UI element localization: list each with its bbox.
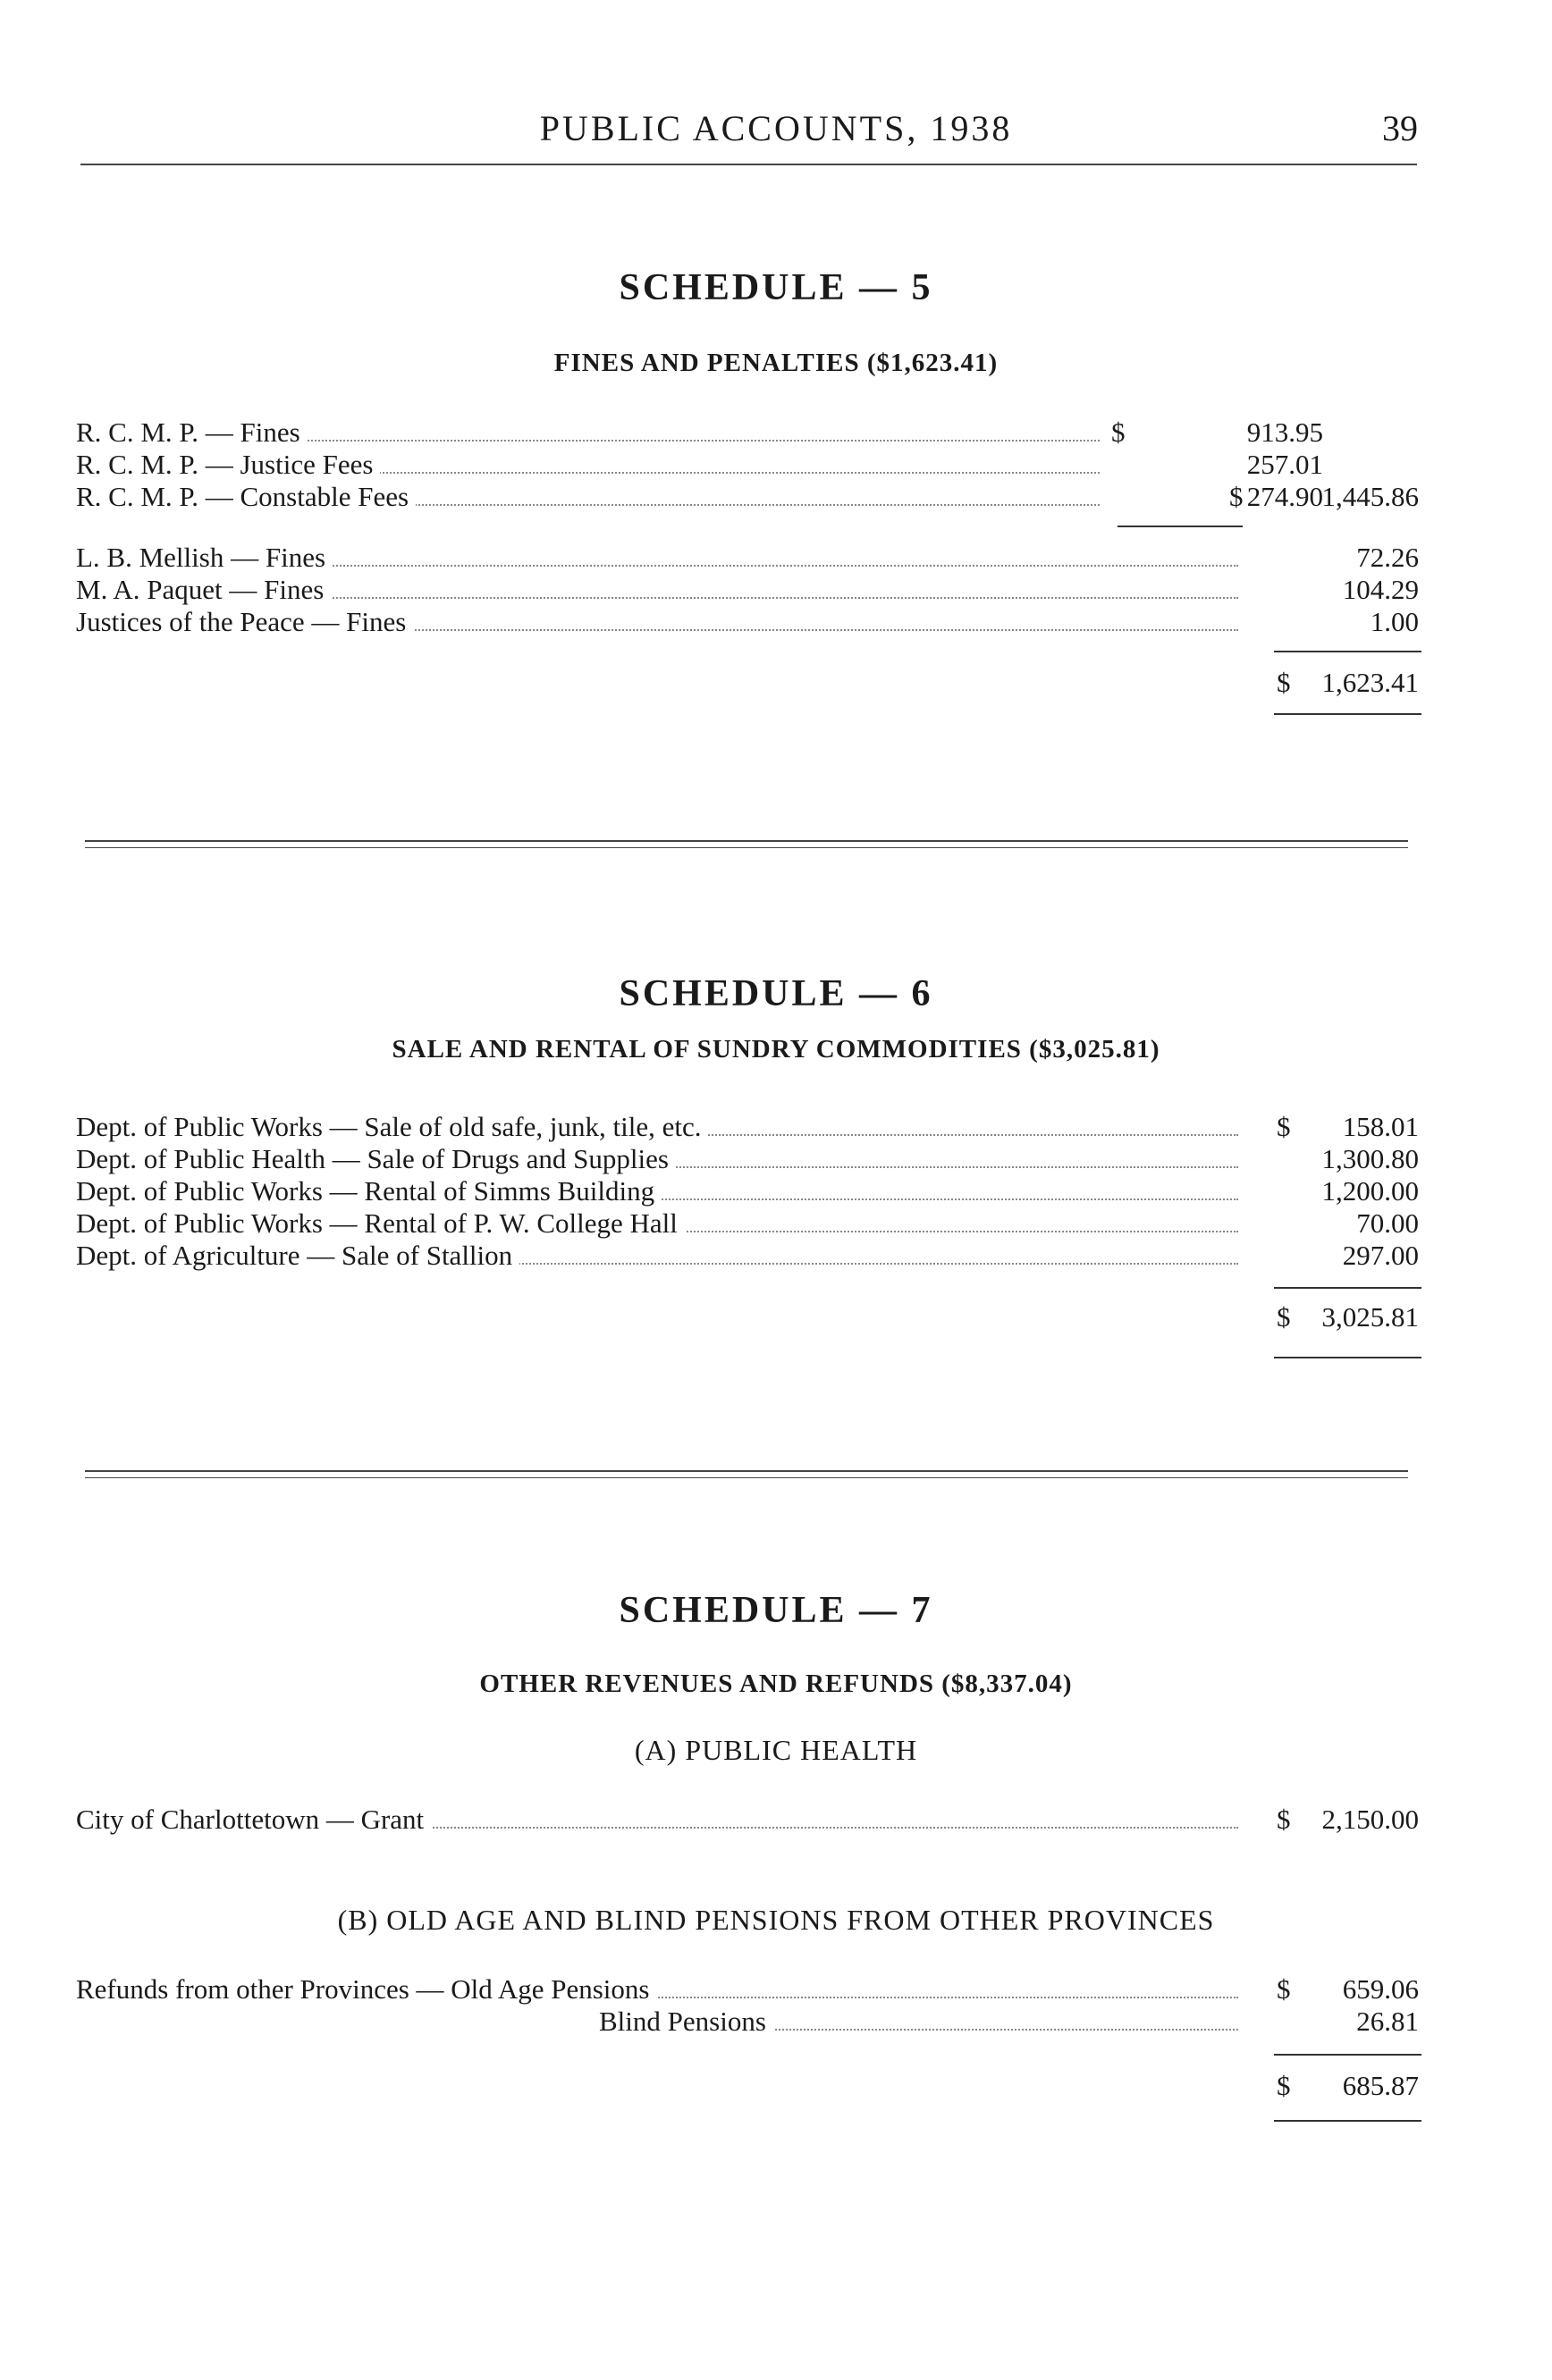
dollar-sign: $: [1277, 667, 1291, 698]
schedule-7-row: [76, 1804, 1417, 1838]
schedule-5-grand-total: [76, 667, 1417, 701]
section-a-heading: (A) PUBLIC HEALTH: [634, 1734, 918, 1766]
schedule-5-row: [76, 449, 1417, 483]
schedule-6-row: [76, 1240, 1417, 1274]
schedule-7-row: [76, 1973, 1417, 2007]
section-separator: [85, 847, 1408, 848]
header-rule: [80, 164, 1417, 165]
grand-total-amount: 1,623.41: [1321, 667, 1419, 698]
row-total: 72.26: [1356, 542, 1419, 573]
row-amount: 913.95: [1246, 416, 1323, 448]
schedule-5-subtitle: FINES AND PENALTIES ($1,623.41): [553, 349, 999, 377]
schedule-5-row: [76, 542, 1417, 576]
row-label: Dept. of Public Works — Rental of Simms Building: [76, 1175, 662, 1207]
row-label: L. B. Mellish — Fines: [76, 542, 333, 574]
row-amount: 2,150.00: [1321, 1804, 1419, 1835]
row-label: Dept. of Public Health — Sale of Drugs and Supplies: [76, 1143, 676, 1175]
schedule-5-row: [76, 416, 1417, 450]
schedule-7-total: [76, 2070, 1417, 2104]
row-amount: 1,300.80: [1321, 1143, 1419, 1174]
dollar-sign: $: [1277, 1973, 1291, 2005]
schedule-5-row: [76, 574, 1417, 608]
row-total: 104.29: [1342, 574, 1419, 605]
section-separator: [85, 1470, 1408, 1472]
total-amount: 685.87: [1342, 2070, 1419, 2101]
total-double-rule: [1274, 713, 1421, 715]
total-rule: [1274, 651, 1421, 652]
row-amount: 26.81: [1356, 2006, 1419, 2037]
schedule-6-title: SCHEDULE — 6: [619, 973, 933, 1014]
page-number: 39: [1382, 108, 1418, 148]
schedule-6-subtitle: SALE AND RENTAL OF SUNDRY COMMODITIES ($3,025.81): [392, 1035, 1160, 1064]
total-double-rule: [1274, 2120, 1421, 2122]
row-label: Justices of the Peace — Fines: [76, 606, 413, 638]
schedule-5-title: SCHEDULE — 5: [619, 267, 933, 308]
schedule-6-grand-total: [76, 1301, 1417, 1335]
section-separator: [85, 1477, 1408, 1478]
row-amount: 297.00: [1342, 1240, 1419, 1271]
dollar-sign: $: [1277, 1111, 1291, 1142]
row-label: City of Charlottetown — Grant: [76, 1804, 431, 1836]
schedule-6-row: [76, 1111, 1417, 1145]
row-label: R. C. M. P. — Constable Fees: [76, 481, 416, 513]
schedule-7-title: SCHEDULE — 7: [619, 1590, 933, 1631]
total-rule: [1274, 2054, 1421, 2056]
row-label: Blind Pensions: [599, 2006, 773, 2038]
row-amount: 257.01: [1246, 449, 1323, 480]
section-b-heading: (B) OLD AGE AND BLIND PENSIONS FROM OTHER PROVINCES: [337, 1904, 1215, 1936]
row-amount: 659.06: [1342, 1973, 1419, 2005]
row-label: Refunds from other Provinces — Old Age Pensions: [76, 1973, 656, 2006]
schedule-6-row: [76, 1143, 1417, 1177]
schedule-5-row: [76, 606, 1417, 640]
row-label: R. C. M. P. — Fines: [76, 416, 308, 449]
schedule-6-row: [76, 1175, 1417, 1209]
schedule-7-subtitle: OTHER REVENUES AND REFUNDS ($8,337.04): [479, 1669, 1073, 1698]
dollar-sign: $: [1277, 2070, 1291, 2101]
page-header-title: PUBLIC ACCOUNTS, 1938: [539, 108, 1013, 148]
row-label: M. A. Paquet — Fines: [76, 574, 331, 606]
schedule-6-row: [76, 1207, 1417, 1241]
dollar-sign: $: [1111, 416, 1126, 448]
row-label: Dept. of Public Works — Rental of P. W. College Hall: [76, 1207, 685, 1240]
row-total: 1,445.86: [1321, 481, 1419, 512]
grand-total-amount: 3,025.81: [1321, 1301, 1419, 1333]
dollar-sign: $: [1277, 1804, 1291, 1835]
row-label: R. C. M. P. — Justice Fees: [76, 449, 380, 481]
section-separator: [85, 840, 1408, 842]
row-amount: 274.90: [1246, 481, 1323, 512]
dollar-sign: $: [1277, 1301, 1291, 1333]
row-amount: 1,200.00: [1321, 1175, 1419, 1207]
row-amount: 158.01: [1342, 1111, 1419, 1142]
total-double-rule: [1274, 1357, 1421, 1358]
dollar-sign: $: [1229, 481, 1244, 512]
row-amount: 70.00: [1356, 1207, 1419, 1239]
row-total: 1.00: [1370, 606, 1419, 637]
total-rule: [1274, 1287, 1421, 1289]
schedule-7-row: [76, 2006, 1417, 2039]
subtotal-rule: [1118, 526, 1243, 527]
row-label: Dept. of Public Works — Sale of old safe, junk, tile, etc.: [76, 1111, 708, 1143]
row-label: Dept. of Agriculture — Sale of Stallion: [76, 1240, 519, 1272]
schedule-5-row: [76, 481, 1417, 515]
